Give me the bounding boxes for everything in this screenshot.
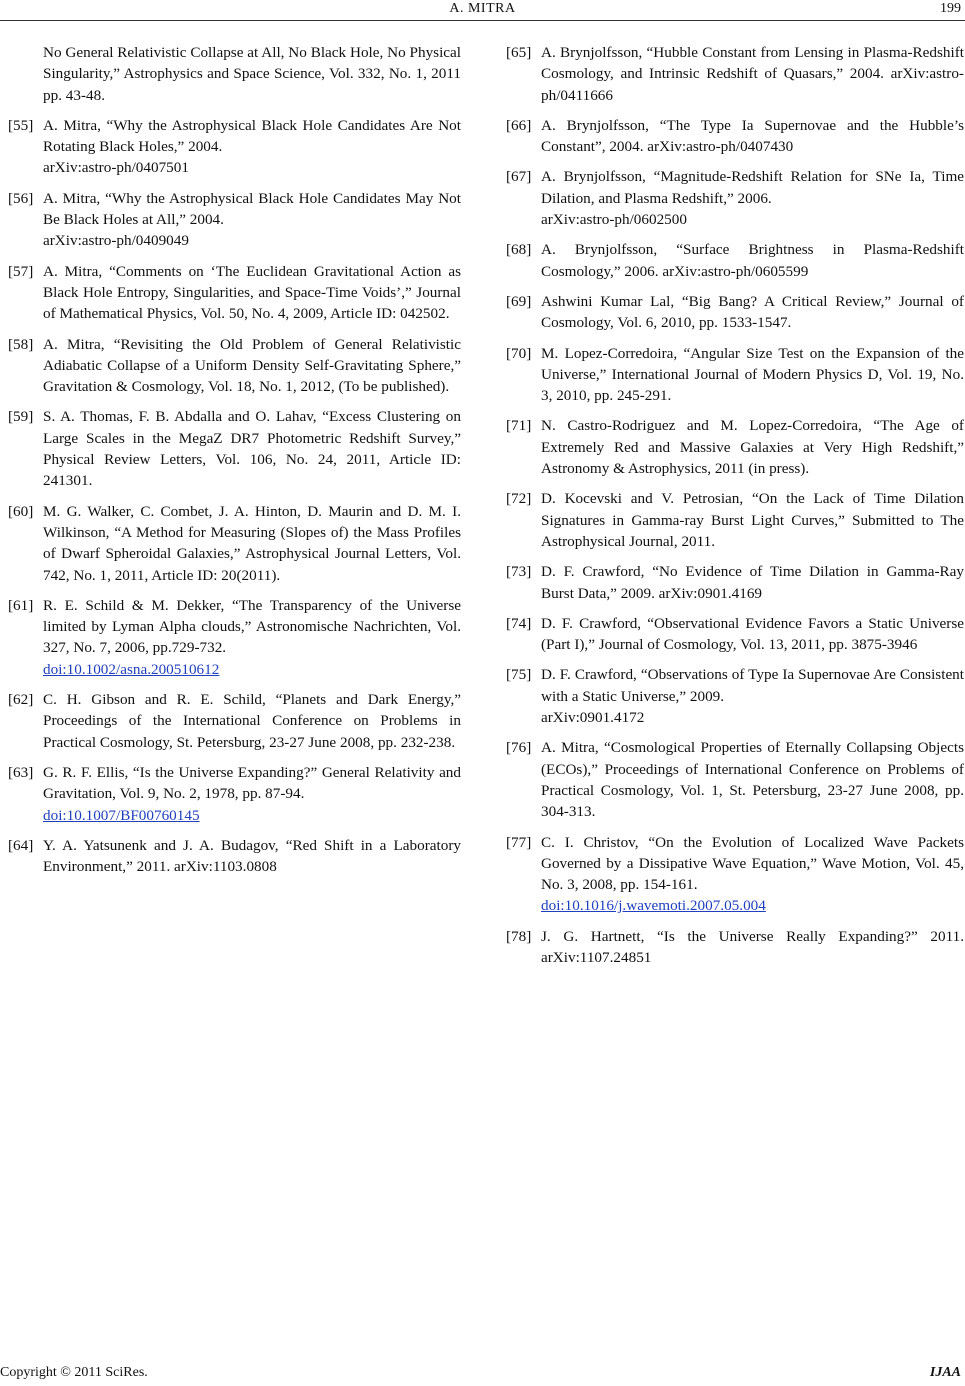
reference-text: A. Mitra, “Cosmological Properties of Eternally Collapsing Objects (ECOs),” Proceedings of International Conference on Problems of Practical Cosmology, Vol. 1, St. Petersburg, 23-27 June 2008, pp. 304-313. [541,739,964,821]
reference-entry [506,42,964,106]
doi-link[interactable]: doi:10.1002/asna.200510612 [43,660,220,678]
reference-number: [73] [506,563,532,581]
reference-text: A. Brynjolfsson, “Surface Brightness in Plasma-Redshift Cosmology,” 2006. arXiv:astro-ph/0605599 [541,241,964,280]
reference-entry [506,415,964,479]
reference-arxiv-id: arXiv:astro-ph/0409049 [43,232,189,250]
reference-body [541,832,964,917]
reference-number: [65] [506,44,532,61]
reference-body [43,689,461,753]
reference-text: A. Mitra, “Revisiting the Old Problem of General Relativistic Adiabatic Collapse of a Uniform Density Self-Gravitating Sphere,” Gravitation & Cosmology, Vol. 18, No. 1, 2012, (To be published). [43,335,461,396]
reference-body [43,762,461,826]
reference-text: A. Brynjolfsson, “Hubble Constant from Lensing in Plasma-Redshift Cosmology, and Intrinsic Redshift of Quasars,” 2004. arXiv:astro-ph/0411666 [541,44,964,104]
reference-body [541,415,964,479]
reference-number: [56] [8,189,34,207]
reference-body [541,291,964,334]
reference-body [43,406,461,491]
reference-number: [59] [8,408,34,426]
reference-number: [78] [506,927,532,945]
reference-number: [62] [8,691,34,709]
reference-text: N. Castro-Rodriguez and M. Lopez-Corredoira, “The Age of Extremely Red and Massive Galaxies at Very High Redshift,” Astronomy & Astrophysics, 2011 (in press). [541,417,964,478]
reference-text: A. Brynjolfsson, “Magnitude-Redshift Relation for SNe Ia, Time Dilation, and Plasma Redshift,” 2006. [541,168,964,207]
reference-number: [57] [8,262,34,280]
reference-number: [58] [8,335,34,353]
reference-text: J. G. Hartnett, “Is the Universe Really Expanding?” 2011. arXiv:1107.24851 [541,927,964,966]
references-left-column [8,42,461,886]
reference-number: [77] [506,833,532,851]
reference-text: Y. A. Yatsunenk and J. A. Budagov, “Red Shift in a Laboratory Environment,” 2011. arXiv:1103.0808 [43,836,461,876]
reference-body [43,115,461,179]
reference-entry [8,42,461,106]
reference-entry [8,762,461,826]
reference-text: A. Mitra, “Why the Astrophysical Black Hole Candidates May Not Be Black Holes at All,” 2004. [43,189,461,229]
reference-number: [60] [8,502,34,520]
reference-number: [63] [8,763,34,781]
reference-entry [8,595,461,680]
reference-number: [71] [506,417,532,435]
reference-body [541,561,964,604]
reference-entry [8,406,461,491]
reference-text: D. F. Crawford, “Observational Evidence Favors a Static Universe (Part I),” Journal of Cosmology, Vol. 13, 2011, pp. 3875-3946 [541,614,964,654]
reference-entry [506,488,964,552]
header-divider [0,20,965,21]
reference-text: S. A. Thomas, F. B. Abdalla and O. Lahav, “Excess Clustering on Large Scales in the MegaZ DR7 Photometric Redshift Survey,” Physical Review Letters, Vol. 106, No. 24, 2011, Article ID: 241301. [43,408,461,490]
reference-text: G. R. F. Ellis, “Is the Universe Expanding?” General Relativity and Gravitation, Vol. 9, No. 2, 1978, pp. 87-94. [43,763,461,803]
reference-number: [69] [506,292,532,310]
reference-text: A. Brynjolfsson, “The Type Ia Supernovae and the Hubble’s Constant”, 2004. arXiv:astro-ph/0407430 [541,116,964,156]
reference-number: [70] [506,344,532,362]
reference-body [43,188,461,252]
reference-body [541,115,964,158]
reference-text: A. Mitra, “Why the Astrophysical Black Hole Candidates Are Not Rotating Black Holes,” 2004. [43,116,461,156]
reference-entry [506,664,964,728]
reference-text: C. I. Christov, “On the Evolution of Localized Wave Packets Governed by a Dissipative Wave Equation,” Wave Motion, Vol. 45, No. 3, 2008, pp. 154-161. [541,833,964,894]
reference-text: Ashwini Kumar Lal, “Big Bang? A Critical Review,” Journal of Cosmology, Vol. 6, 2010, pp. 1533-1547. [541,292,964,332]
reference-body [541,343,964,407]
reference-body [541,166,964,230]
reference-number: [76] [506,739,532,757]
reference-number: [61] [8,596,34,614]
reference-number: [72] [506,490,532,508]
reference-number: [55] [8,116,34,134]
reference-arxiv-id: arXiv:0901.4172 [541,709,645,727]
reference-text: D. Kocevski and V. Petrosian, “On the Lack of Time Dilation Signatures in Gamma-ray Burst Light Curves,” Submitted to The Astrophysical Journal, 2011. [541,490,964,550]
footer-copyright: Copyright © 2011 SciRes. [0,1365,148,1380]
reference-text: A. Mitra, “Comments on ‘The Euclidean Gravitational Action as Black Hole Entropy, Singularities, and Space-Time Voids’,” Journal of Mathematical Physics, Vol. 50, No. 4, 2009, Article ID: 042502. [43,262,461,323]
reference-number: [64] [8,836,34,854]
reference-text: No General Relativistic Collapse at All, No Black Hole, No Physical Singularity,” Astrophysics and Space Science, Vol. 332, No. 1, 2011 pp. 43-48. [43,44,461,104]
running-header-author: A. MITRA [449,1,516,16]
page-number: 199 [940,1,961,16]
reference-entry [506,115,964,158]
references-right-column [506,42,964,977]
footer-journal: IJAA [929,1365,961,1380]
reference-text: C. H. Gibson and R. E. Schild, “Planets and Dark Energy,” Proceedings of the International Conference on Problems in Practical Cosmology, St. Petersburg, 23-27 June 2008, pp. 232-238. [43,691,461,751]
reference-body [541,926,964,969]
reference-number: [67] [506,168,532,186]
reference-text: D. F. Crawford, “Observations of Type Ia Supernovae Are Consistent with a Static Universe,” 2009. [541,666,964,705]
reference-arxiv-id: arXiv:astro-ph/0407501 [43,159,189,177]
reference-entry [8,689,461,753]
reference-entry [506,926,964,969]
reference-entry [8,334,461,398]
reference-number: [74] [506,614,532,632]
reference-entry [506,166,964,230]
reference-entry [8,115,461,179]
reference-entry [506,832,964,917]
reference-number: [75] [506,666,532,684]
reference-entry [8,501,461,586]
reference-text: M. G. Walker, C. Combet, J. A. Hinton, D. Maurin and D. M. I. Wilkinson, “A Method for Measuring (Slopes of) the Mass Profiles of Dwarf Spheroidal Galaxies,” Astrophysical Journal Letters, Vol. 742, No. 1, 2011, Article ID: 20(2011). [43,502,461,584]
reference-number: [66] [506,116,532,134]
reference-entry [506,291,964,334]
doi-link[interactable]: doi:10.1016/j.wavemoti.2007.05.004 [541,897,766,915]
reference-body [8,42,461,106]
reference-number: [68] [506,241,532,259]
doi-link[interactable]: doi:10.1007/BF00760145 [43,806,200,824]
reference-arxiv-id: arXiv:astro-ph/0602500 [541,211,687,229]
reference-body [43,501,461,586]
reference-body [43,835,461,878]
reference-body [541,664,964,728]
reference-entry [506,343,964,407]
reference-text: R. E. Schild & M. Dekker, “The Transparency of the Universe limited by Lyman Alpha clouds,” Astronomische Nachrichten, Vol. 327, No. 7, 2006, pp.729-732. [43,596,461,657]
reference-body [43,261,461,325]
reference-body [541,737,964,822]
reference-entry [506,561,964,604]
reference-body [43,334,461,398]
reference-entry [8,835,461,878]
reference-body [43,595,461,680]
reference-entry [506,737,964,822]
reference-entry [506,613,964,656]
reference-entry [8,188,461,252]
reference-body [541,488,964,552]
reference-entry [8,261,461,325]
reference-entry [506,239,964,282]
reference-body [541,613,964,656]
reference-body [541,239,964,282]
reference-body [541,42,964,106]
reference-text: D. F. Crawford, “No Evidence of Time Dilation in Gamma-Ray Burst Data,” 2009. arXiv:0901.4169 [541,563,964,602]
reference-text: M. Lopez-Corredoira, “Angular Size Test on the Expansion of the Universe,” International Journal of Modern Physics D, Vol. 19, No. 3, 2010, pp. 245-291. [541,344,964,405]
